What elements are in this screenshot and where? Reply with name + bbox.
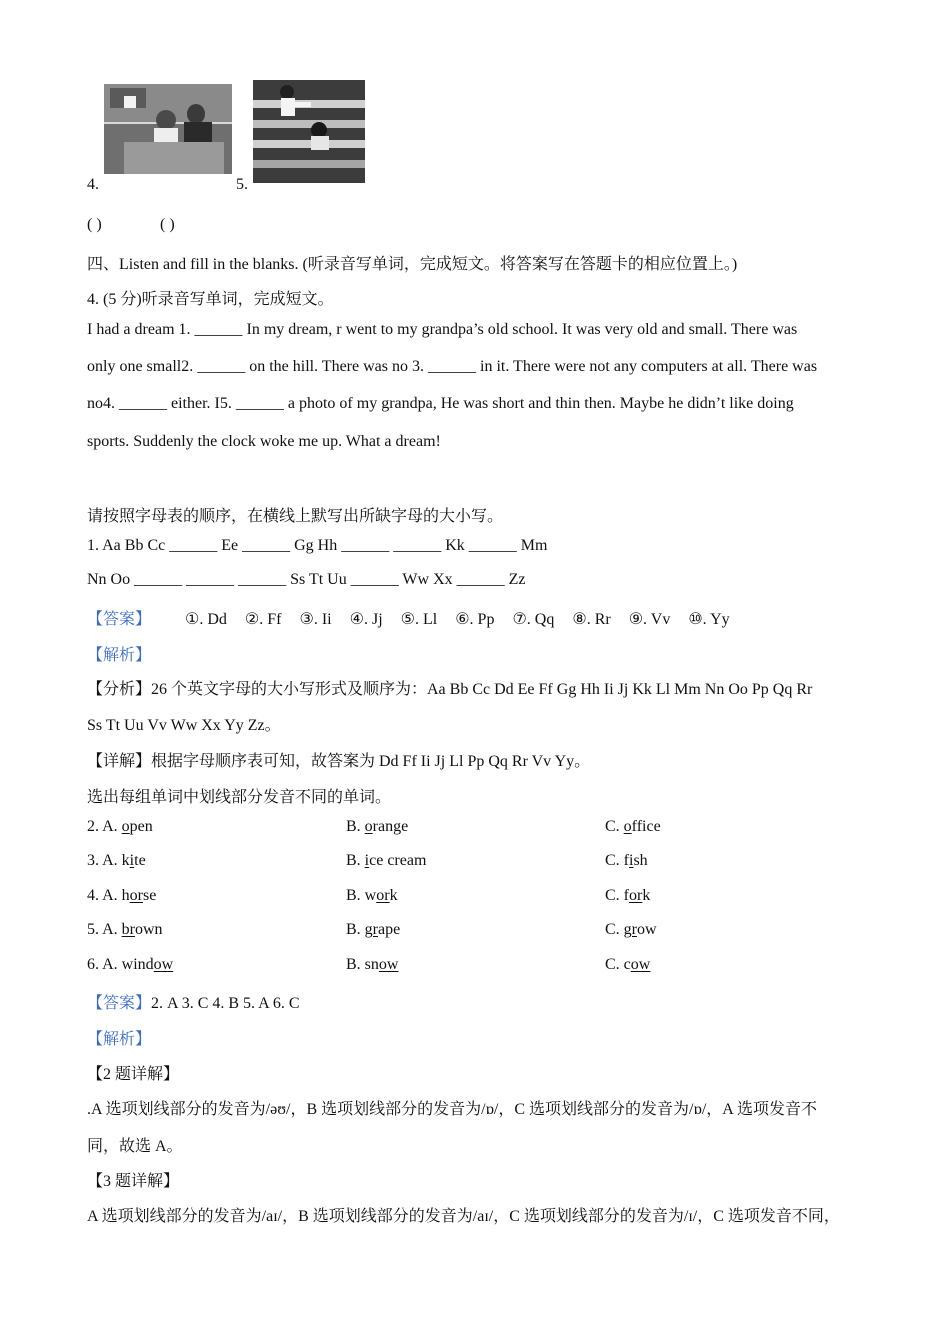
word-part: te: [134, 852, 146, 869]
underlined-letters: or: [629, 887, 643, 904]
alphabet-line-1: 1. Aa Bb Cc ______ Ee ______ Gg Hh ______ ______ Kk ______ Mm: [87, 537, 548, 554]
option-label: 6. A.: [87, 956, 122, 973]
word-part: pen: [129, 818, 153, 835]
photo-question-5: [253, 80, 365, 183]
phonics-option-c: [605, 852, 648, 870]
analysis-tag: 【解析】: [87, 647, 152, 664]
answer-tag: 【答案】: [87, 611, 152, 628]
underlined-letters: or: [129, 887, 143, 904]
photo-question-4: [104, 84, 232, 184]
option-label: B.: [346, 818, 365, 835]
underlined-letters: gr: [623, 921, 637, 938]
passage-line: no4. ______ either. I5. ______ a photo of my grandpa, He was short and thin then. Maybe he didn’t like doing: [87, 395, 794, 412]
phonics-option-c: [605, 887, 650, 905]
answer-bracket-5: ( ): [160, 216, 175, 233]
underlined-letters: o: [121, 818, 130, 835]
option-label: B.: [346, 956, 365, 973]
word-part: ce cream: [369, 852, 427, 869]
fenxi-line: 【分析】26 个英文字母的大小写形式及顺序为：Aa Bb Cc Dd Ee Ff Gg Hh Ii Jj Kk Ll Mm Nn Oo Pp Qq Rr: [87, 681, 813, 698]
q3-detail-line: A 选项划线部分的发音为/aɪ/，B 选项划线部分的发音为/aɪ/，C 选项划线部分的发音为/ɪ/，C 选项发音不同，: [87, 1208, 840, 1225]
option-label: B.: [346, 921, 365, 938]
word-part: wind: [121, 956, 154, 973]
option-label: 2. A.: [87, 818, 122, 835]
underlined-letters: gr: [364, 921, 378, 938]
underlined-letters: br: [121, 921, 135, 938]
picture-label-4: 4.: [87, 176, 99, 193]
word-part: sn: [364, 956, 379, 973]
phonics-option-b: [346, 887, 398, 905]
phonics-option-b: [346, 956, 398, 974]
word-part: k: [642, 887, 651, 904]
phonics-option-b: [346, 921, 400, 939]
phonics-option-a: [87, 921, 163, 939]
q2-detail-tag: 【2 题详解】: [87, 1066, 180, 1083]
underlined-letters: i: [364, 852, 370, 869]
underlined-letters: i: [629, 852, 634, 869]
underlined-letters: o: [364, 818, 373, 835]
passage-line: sports. Suddenly the clock woke me up. What a dream!: [87, 433, 441, 450]
word-part: k: [121, 852, 130, 869]
word-part: w: [364, 887, 377, 904]
phonics-option-b: [346, 852, 426, 870]
answer-item: ④. Jj: [349, 611, 383, 628]
option-label: 5. A.: [87, 921, 122, 938]
word-part: ape: [378, 921, 401, 938]
word-part: ffice: [631, 818, 661, 835]
option-label: C.: [605, 956, 624, 973]
answer-item: ⑨. Vv: [628, 611, 671, 628]
option-label: 4. A.: [87, 887, 122, 904]
word-part: h: [121, 887, 130, 904]
answer-item: ⑥. Pp: [455, 611, 495, 628]
phonics-option-c: [605, 921, 657, 939]
phonics-answer-row: [87, 990, 300, 1013]
answer-item: ②. Ff: [244, 611, 282, 628]
phonics-option-c: [605, 818, 661, 836]
answer-item: ⑩. Yy: [688, 611, 730, 628]
phonics-option-b: [346, 818, 408, 836]
passage-line: I had a dream 1. ______ In my dream, r went to my grandpa’s old school. It was very old and small. There was: [87, 321, 798, 338]
answer-bracket-4: ( ): [87, 216, 102, 233]
answer-text: 2. A 3. C 4. B 5. A 6. C: [151, 995, 300, 1012]
option-label: C.: [605, 887, 624, 904]
picture-label-5: 5.: [236, 176, 248, 193]
underlined-letters: i: [129, 852, 135, 869]
word-part: f: [623, 887, 629, 904]
word-part: c: [623, 956, 631, 973]
answer-item: ③. Ii: [299, 611, 332, 628]
answer-item: ①. Dd: [185, 611, 227, 628]
phonics-option-a: [87, 818, 153, 836]
passage-line: only one small2. ______ on the hill. There was no 3. ______ in it. There were not any computers at all. There was: [87, 358, 818, 375]
word-part: f: [623, 852, 629, 869]
option-label: 3. A.: [87, 852, 122, 869]
phonics-option-a: [87, 956, 173, 974]
option-label: C.: [605, 852, 624, 869]
word-part: own: [135, 921, 163, 938]
option-label: C.: [605, 818, 624, 835]
q2-detail-line: .A 选项划线部分的发音为/əʊ/，B 选项划线部分的发音为/ɒ/，C 选项划线部分的发音为/ɒ/，A 选项发音不: [87, 1101, 817, 1118]
option-label: B.: [346, 852, 365, 869]
underlined-letters: or: [376, 887, 390, 904]
word-part: range: [372, 818, 409, 835]
q2-detail-line: 同，故选 A。: [87, 1138, 183, 1155]
analysis-tag: 【解析】: [87, 1031, 152, 1048]
phonics-option-c: [605, 956, 650, 974]
option-label: B.: [346, 887, 365, 904]
detail-line: 【详解】根据字母顺序表可知，故答案为 Dd Ff Ii Jj Ll Pp Qq Rr Vv Yy。: [87, 753, 591, 770]
word-part: sh: [633, 852, 648, 869]
q3-detail-tag: 【3 题详解】: [87, 1173, 180, 1190]
phonics-instruction: 选出每组单词中划线部分发音不同的单词。: [87, 789, 392, 806]
word-part: k: [389, 887, 398, 904]
word-part: ow: [637, 921, 657, 938]
alphabet-instruction: 请按照字母表的顺序，在横线上默写出所缺字母的大小写。: [87, 508, 504, 525]
answer-item: ⑧. Rr: [572, 611, 611, 628]
answer-tag: 【答案】: [87, 995, 152, 1012]
word-part: se: [143, 887, 157, 904]
question-title: 4. (5 分)听录音写单词，完成短文。: [87, 291, 334, 308]
answer-item: ⑦. Qq: [512, 611, 555, 628]
alphabet-line-2: Nn Oo ______ ______ ______ Ss Tt Uu ______ Ww Xx ______ Zz: [87, 571, 526, 588]
phonics-option-a: [87, 852, 146, 870]
answer-list: [185, 611, 730, 628]
underlined-letters: ow: [630, 956, 651, 973]
underlined-letters: ow: [378, 956, 399, 973]
alphabet-answer-row: [87, 606, 730, 629]
underlined-letters: ow: [153, 956, 174, 973]
answer-item: ⑤. Ll: [400, 611, 438, 628]
option-label: C.: [605, 921, 624, 938]
section-heading: 四、Listen and fill in the blanks. (听录音写单词，完成短文。将答案写在答题卡的相应位置上。): [87, 256, 738, 273]
phonics-option-a: [87, 887, 156, 905]
fenxi-line: Ss Tt Uu Vv Ww Xx Yy Zz。: [87, 717, 281, 734]
underlined-letters: o: [623, 818, 632, 835]
